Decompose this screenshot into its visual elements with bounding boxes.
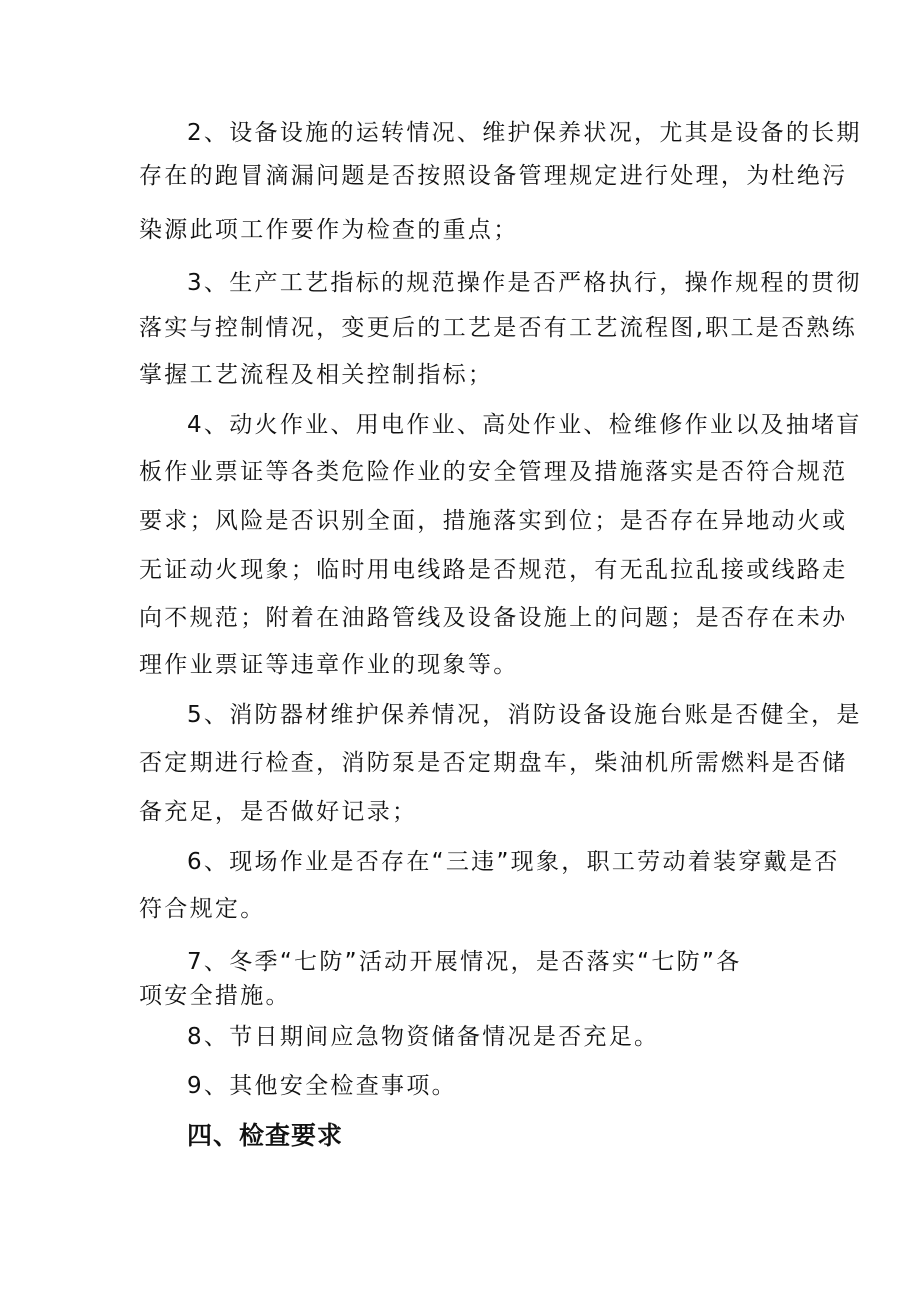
- item-2-line-3: 染源此项工作要作为检查的重点；: [139, 217, 519, 243]
- item-4-line-1: 4、动火作业、用电作业、高处作业、检维修作业以及抽堵盲: [187, 412, 862, 438]
- item-8-line-1: 8、节日期间应急物资储备情况是否充足。: [187, 1024, 660, 1050]
- item-2-line-2: 存在的跑冒滴漏问题是否按照设备管理规定进行处理，为杜绝污: [139, 163, 848, 189]
- item-4-line-4: 无证动火现象；临时用电线路是否规范，有无乱拉乱接或线路走: [139, 557, 848, 583]
- item-4-line-3: 要求；风险是否识别全面，措施落实到位；是否存在异地动火或: [139, 508, 848, 534]
- item-6-line-1: 6、现场作业是否存在“三违”现象，职工劳动着装穿戴是否: [187, 849, 840, 875]
- item-3-line-1: 3、生产工艺指标的规范操作是否严格执行，操作规程的贯彻: [187, 270, 862, 296]
- item-9-line-1: 9、其他安全检查事项。: [187, 1073, 457, 1099]
- item-2-line-1: 2、设备设施的运转情况、维护保养状况，尤其是设备的长期: [187, 120, 862, 146]
- item-7-line-2: 项安全措施。: [139, 983, 291, 1009]
- item-3-line-2: 落实与控制情况，变更后的工艺是否有工艺流程图,职工是否熟练: [139, 315, 858, 341]
- section-heading: 四、检查要求: [187, 1121, 344, 1150]
- item-5-line-2: 否定期进行检查，消防泵是否定期盘车，柴油机所需燃料是否储: [139, 750, 848, 776]
- item-4-line-5: 向不规范；附着在油路管线及设备设施上的问题；是否存在未办: [139, 605, 848, 631]
- item-4-line-2: 板作业票证等各类危险作业的安全管理及措施落实是否符合规范: [139, 459, 848, 485]
- item-5-line-3: 备充足，是否做好记录；: [139, 799, 418, 825]
- item-4-line-6: 理作业票证等违章作业的现象等。: [139, 652, 519, 678]
- item-6-line-2: 符合规定。: [139, 896, 266, 922]
- item-3-line-3: 掌握工艺流程及相关控制指标；: [139, 362, 494, 388]
- item-5-line-1: 5、消防器材维护保养情况，消防设备设施台账是否健全，是: [187, 702, 862, 728]
- item-7-line-1: 7、冬季“七防”活动开展情况，是否落实“七防”各: [187, 949, 742, 975]
